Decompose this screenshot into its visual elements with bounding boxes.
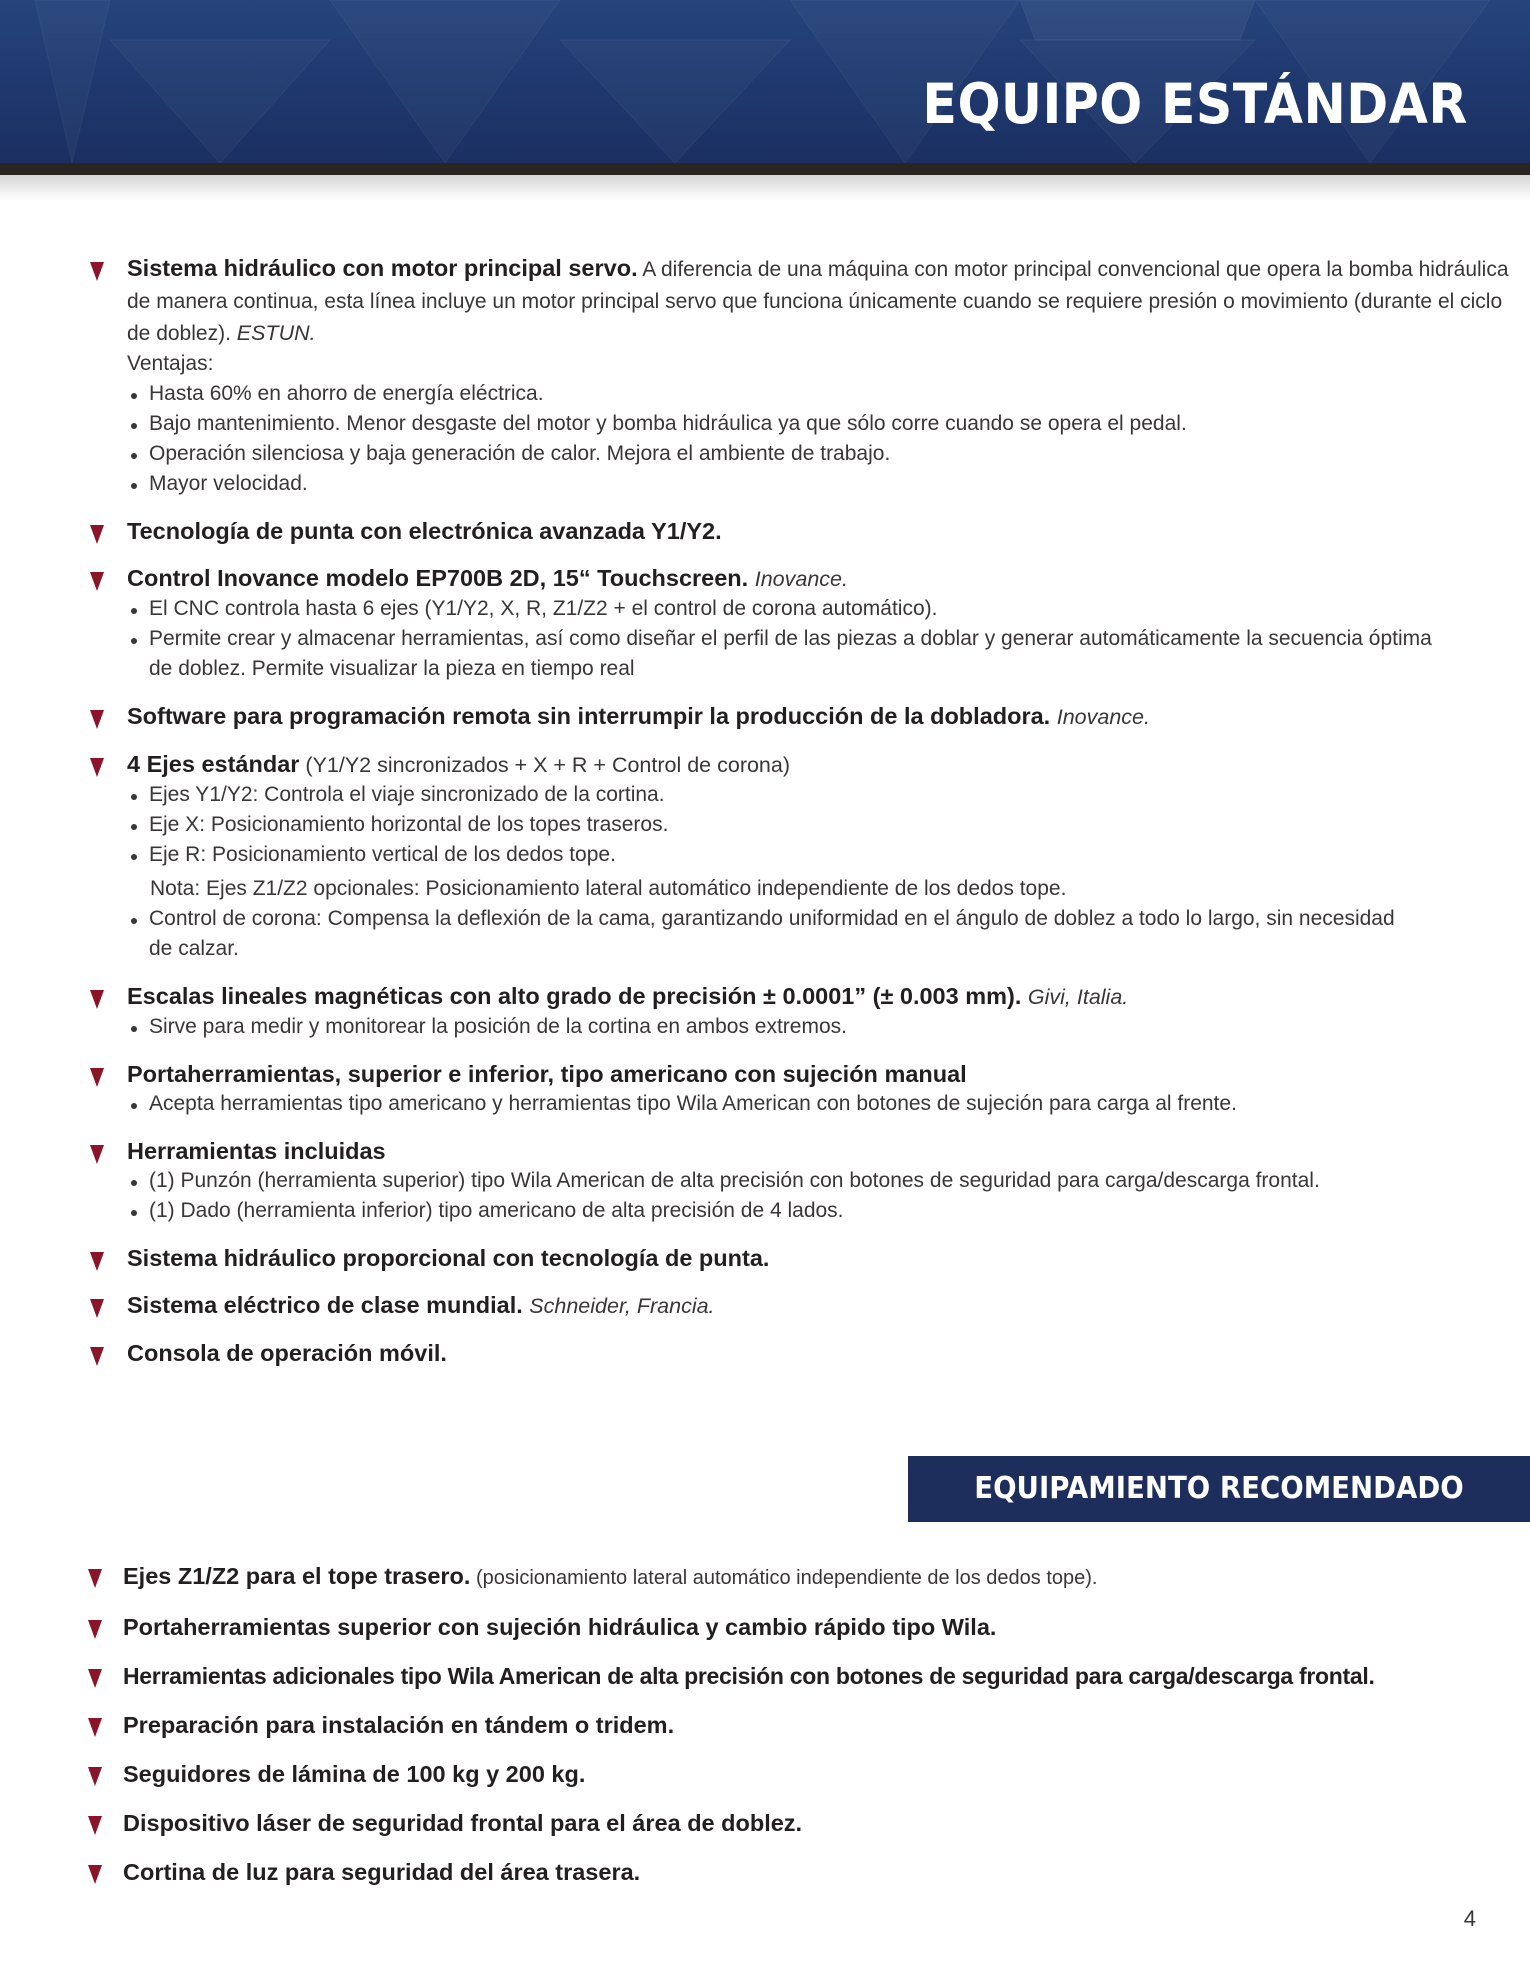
bullet-item: El CNC controla hasta 6 ejes (Y1/Y2, X, R, Z1/Z2 + el control de corona automático). [127,594,1530,624]
page-header [0,0,1530,163]
triangle-bullet-icon [90,572,104,591]
triangle-bullet-icon [90,1252,104,1271]
bullet-item: Control de corona: Compensa la deflexión de la cama, garantizando uniformidad en el ángulo de doblez a todo lo largo, sin necesidad de calzar. [127,904,1530,964]
item-title: Consola de operación móvil. [127,1340,447,1366]
item-title: Sistema eléctrico de clase mundial. [127,1292,523,1318]
triangle-bullet-icon [88,1767,102,1786]
bullet-list [127,1012,1530,1042]
item-title: Dispositivo láser de seguridad frontal para el área de doblez. [123,1810,803,1836]
item-description: (posicionamiento lateral automático independiente de los dedos tope). [470,1567,1098,1589]
triangle-bullet-icon [88,1620,102,1639]
bullet-item: Permite crear y almacenar herramientas, así como diseñar el perfil de las piezas a doblar y generar automáticamente la secuencia óptima de doblez. Permite visualizar la pieza en tiempo real [127,624,1530,684]
bullet-item: (1) Punzón (herramienta superior) tipo Wila American de alta precisión con botones de seguridad para carga/descarga frontal. [127,1166,1530,1196]
list-item [0,563,1530,684]
triangle-bullet-icon [90,262,104,281]
bullet-item: Bajo mantenimiento. Menor desgaste del motor y bomba hidráulica ya que sólo corre cuando se opera el pedal. [127,409,1530,439]
header-shadow [0,175,1530,201]
item-title: Control Inovance modelo EP700B 2D, 15“ Touchscreen. [127,565,749,591]
triangle-bullet-icon [88,1569,102,1588]
item-brand: Schneider, Francia. [529,1294,715,1318]
item-title: Portaherramientas superior con sujeción hidráulica y cambio rápido tipo Wila. [123,1614,997,1640]
triangle-bullet-icon [90,525,104,544]
bullet-item: Acepta herramientas tipo americano y herramientas tipo Wila American con botones de sujeción para carga al frente. [127,1089,1530,1119]
recommended-equipment-list [0,1561,1530,1906]
recommended-section-title: EQUIPAMIENTO RECOMENDADO [974,1471,1464,1506]
header-dark-band [0,163,1530,175]
item-title: 4 Ejes estándar [127,751,300,777]
item-title: Seguidores de lámina de 100 kg y 200 kg. [123,1761,586,1787]
item-title: Herramientas adicionales tipo Wila American de alta precisión con botones de seguridad para carga/descarga frontal. [123,1663,1375,1689]
bullet-list [127,594,1530,684]
bullet-item: Hasta 60% en ahorro de energía eléctrica. [127,379,1530,409]
triangle-bullet-icon [88,1865,102,1884]
list-item [0,253,1530,499]
triangle-bullet-icon [88,1669,102,1688]
item-title: Preparación para instalación en tándem o tridem. [123,1712,675,1738]
bullet-item: Eje X: Posicionamiento horizontal de los topes traseros. [127,810,1530,840]
item-subheading: Ventajas: [127,352,214,375]
bullet-list [127,780,1530,964]
list-item [0,1710,1530,1740]
bullet-list [127,379,1530,499]
triangle-bullet-icon [90,710,104,729]
list-item [0,1059,1530,1119]
list-item [0,1808,1530,1838]
item-brand: Inovance. [1056,705,1150,729]
item-description: A diferencia de una máquina con motor principal convencional que opera la bomba hidráulica de manera continua, esta línea incluye un motor principal servo que funciona únicamente cuando se requiere presión o movimiento (durante el ciclo de doblez). [127,258,1509,345]
page-title: EQUIPO ESTÁNDAR [922,72,1468,136]
item-title: Software para programación remota sin interrumpir la producción de la dobladora. [127,703,1051,729]
triangle-bullet-icon [90,1299,104,1318]
standard-equipment-list [0,253,1530,1385]
list-item [0,1759,1530,1789]
bullet-item: Mayor velocidad. [127,469,1530,499]
list-item [0,701,1530,732]
bullet-item: Operación silenciosa y baja generación de calor. Mejora el ambiente de trabajo. [127,439,1530,469]
recommended-section-banner [908,1456,1530,1522]
bullet-item: Ejes Y1/Y2: Controla el viaje sincronizado de la cortina. [127,780,1530,810]
note-text: Nota: Ejes Z1/Z2 opcionales: Posicionamiento lateral automático independiente de los dedos tope. [150,877,1067,900]
triangle-bullet-icon [90,758,104,777]
triangle-bullet-icon [88,1718,102,1737]
triangle-bullet-icon [90,990,104,1009]
item-title: Ejes Z1/Z2 para el tope trasero. [123,1563,471,1589]
item-title: Portaherramientas, superior e inferior, tipo americano con sujeción manual [127,1061,967,1087]
triangle-bullet-icon [90,1068,104,1087]
page-number: 4 [1463,1906,1476,1931]
item-brand: ESTUN. [236,321,316,345]
bullet-item: (1) Dado (herramienta inferior) tipo americano de alta precisión de 4 lados. [127,1196,1530,1226]
list-item [0,1136,1530,1226]
list-item [0,1857,1530,1887]
bullet-list [127,1089,1530,1119]
item-title: Tecnología de punta con electrónica avanzada Y1/Y2. [127,518,722,544]
item-brand: Inovance. [754,567,848,591]
list-item [0,516,1530,546]
triangle-bullet-icon [90,1145,104,1164]
triangle-bullet-icon [88,1816,102,1835]
bullet-item: Eje R: Posicionamiento vertical de los dedos tope. [127,840,1530,870]
item-title: Escalas lineales magnéticas con alto grado de precisión ± 0.0001” (± 0.003 mm). [127,983,1022,1009]
item-title: Herramientas incluidas [127,1138,386,1164]
list-item [0,1243,1530,1273]
list-item [0,1661,1530,1691]
list-item [0,749,1530,964]
item-description: (Y1/Y2 sincronizados + X + R + Control de corona) [299,753,791,777]
list-item [0,1338,1530,1368]
list-item [0,981,1530,1042]
item-title: Sistema hidráulico proporcional con tecnología de punta. [127,1245,770,1271]
bullet-list [127,1166,1530,1226]
item-title: Sistema hidráulico con motor principal servo. [127,255,638,281]
bullet-item: Sirve para medir y monitorear la posición de la cortina en ambos extremos. [127,1012,1530,1042]
list-item [0,1290,1530,1321]
list-item [0,1612,1530,1642]
item-brand: Givi, Italia. [1027,985,1129,1009]
triangle-bullet-icon [90,1347,104,1366]
list-item [0,1561,1530,1593]
item-title: Cortina de luz para seguridad del área trasera. [123,1859,641,1885]
